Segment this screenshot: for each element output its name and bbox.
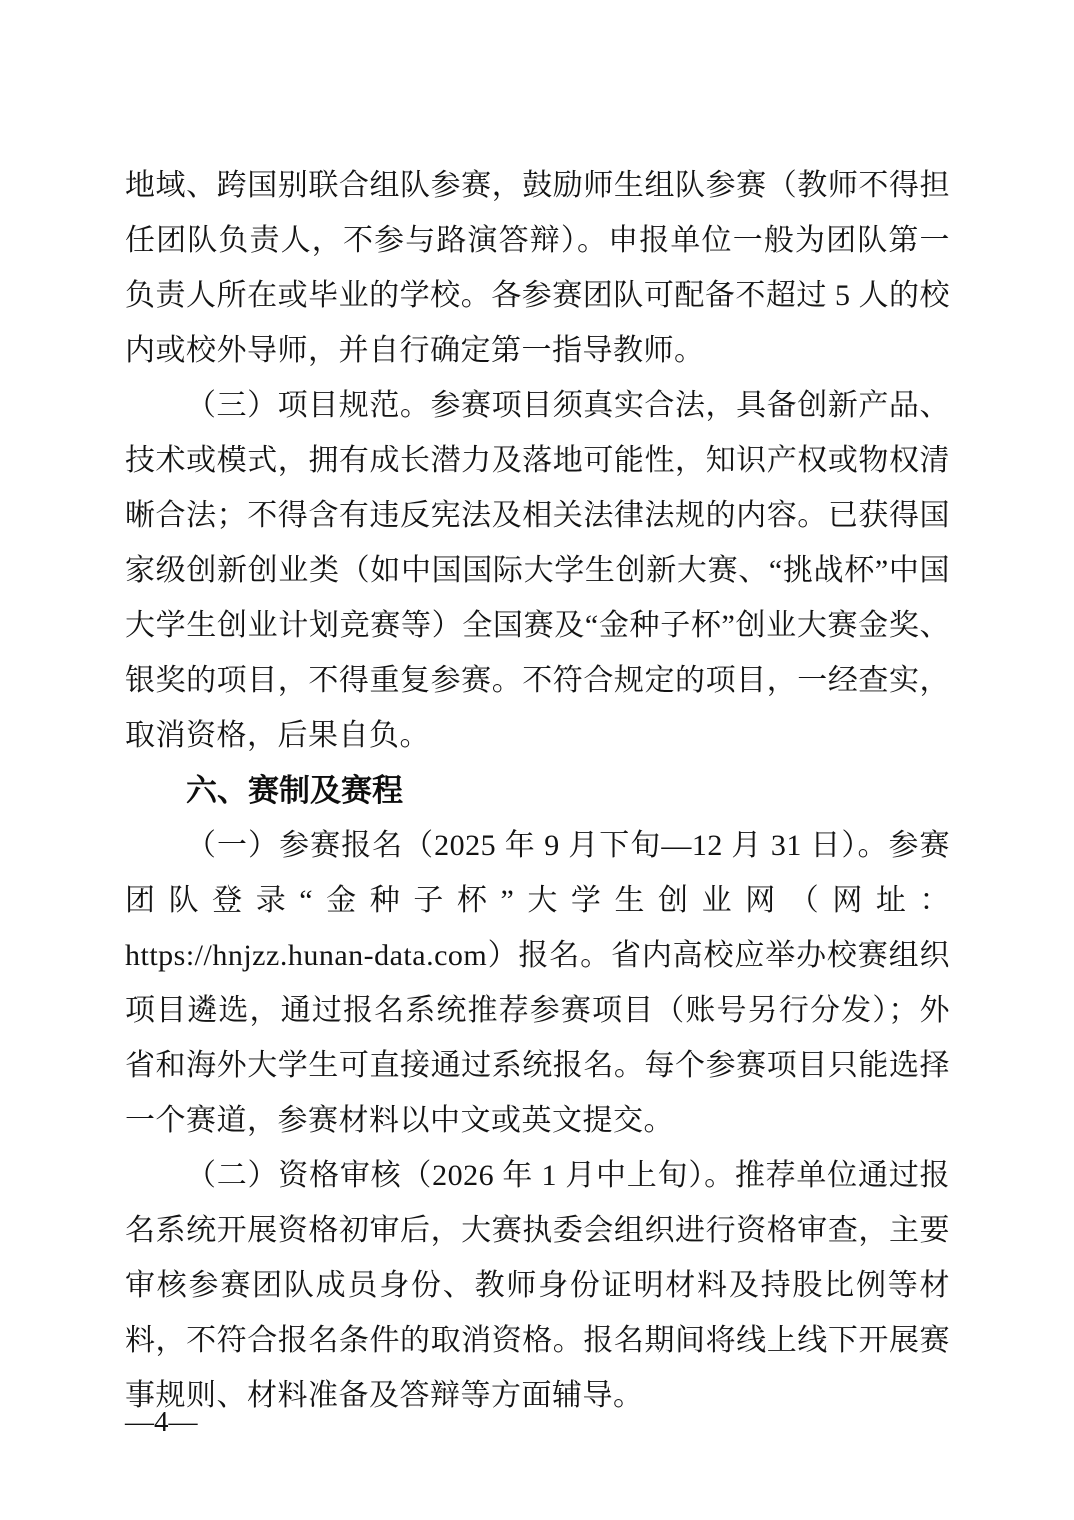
paragraph-registration: （一）参赛报名（2025 年 9 月下旬—12 月 31 日）。参赛团队登录“金种子杯”大学生创业网（网址：https://hnjzz.hunan-data.com）报名。省内高校应举办校赛组织项目遴选，通过报名系统推荐参赛项目（账号另行分发）；外省和海外大学生可直接通过系统报名。每个参赛项目只能选择一个赛道，参赛材料以中文或英文提交。 xyxy=(125,829,950,1137)
paragraph-team-formation-rules: 地域、跨国别联合组队参赛，鼓励师生组队参赛（教师不得担任团队负责人，不参与路演答辩）。申报单位一般为团队第一负责人所在或毕业的学校。各参赛团队可配备不超过 5 人的校内或校外导师，并自行确定第一指导教师。 xyxy=(125,169,950,367)
paragraph-qualification-review: （二）资格审核（2026 年 1 月中上旬）。推荐单位通过报名系统开展资格初审后，大赛执委会组织进行资格审查，主要审核参赛团队成员身份、教师身份证明材料及持股比例等材料，不符合报名条件的取消资格。报名期间将线上线下开展赛事规则、材料准备及答辩等方面辅导。 xyxy=(125,1159,950,1412)
page-footer xyxy=(125,1403,198,1441)
document-body xyxy=(125,158,950,1423)
page-number: —4— xyxy=(125,1406,198,1438)
paragraph-project-rules: （三）项目规范。参赛项目须真实合法，具备创新产品、技术或模式，拥有成长潜力及落地可能性，知识产权或物权清晰合法；不得含有违反宪法及相关法律法规的内容。已获得国家级创新创业类（如中国国际大学生创新大赛、“挑战杯”中国大学生创业计划竞赛等）全国赛及“金种子杯”创业大赛金奖、银奖的项目，不得重复参赛。不符合规定的项目，一经查实，取消资格，后果自负。 xyxy=(125,389,950,752)
section-heading-schedule: 六、赛制及赛程 xyxy=(186,773,403,808)
